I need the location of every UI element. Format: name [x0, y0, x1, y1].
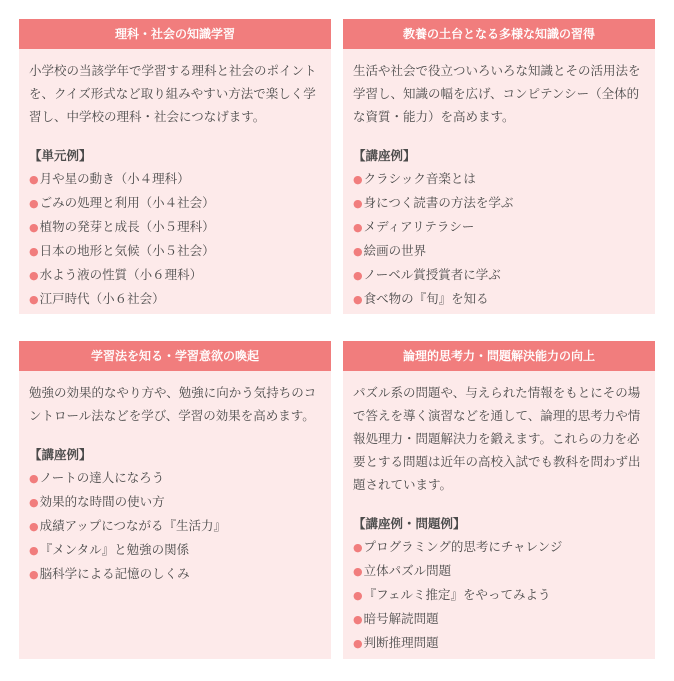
list-item: [29, 191, 321, 215]
card-logical-thinking: [343, 341, 655, 659]
bullet-icon: ●: [29, 496, 39, 509]
list-item-label: 日本の地形と気候（小５社会）: [39, 243, 215, 258]
list-item: [353, 215, 645, 239]
list-item: [29, 263, 321, 287]
bullet-icon: ●: [353, 245, 363, 258]
section-title: 【講座例・問題例】: [353, 516, 466, 531]
card-body: [19, 371, 331, 594]
bullet-icon: ●: [353, 269, 363, 282]
list-item: [29, 562, 321, 586]
card-description: 勉強の効果的なやり方や、勉強に向かう気持ちのコントロール法などを学び、学習の効果を高めます。: [29, 385, 317, 423]
card-body: [343, 371, 655, 663]
section-title: 【講座例】: [29, 447, 92, 462]
list-item: [29, 466, 321, 490]
list-item: [353, 287, 645, 311]
list-item-label: 暗号解読問題: [363, 611, 439, 626]
item-list: [353, 167, 645, 311]
list-item: [353, 607, 645, 631]
list-item-label: 成績アップにつながる『生活力』: [39, 518, 226, 533]
list-item: [353, 191, 645, 215]
list-item-label: 判断推理問題: [363, 635, 439, 650]
list-item: [29, 514, 321, 538]
bullet-icon: ●: [29, 221, 39, 234]
bullet-icon: ●: [29, 544, 39, 557]
list-item: [353, 263, 645, 287]
bullet-icon: ●: [29, 173, 39, 186]
bullet-icon: ●: [353, 221, 363, 234]
list-item-label: 江戸時代（小６社会）: [39, 291, 165, 306]
list-item-label: 月や星の動き（小４理科）: [39, 171, 190, 186]
list-item: [29, 215, 321, 239]
list-item: [29, 490, 321, 514]
card-science-social: [19, 19, 331, 314]
card-study-method: [19, 341, 331, 659]
card-description: 生活や社会で役立ついろいろな知識とその活用法を学習し、知識の幅を広げ、コンピテンシー（全体的な資質・能力）を高めます。: [353, 63, 641, 124]
bullet-icon: ●: [353, 541, 363, 554]
list-item-label: 植物の発芽と成長（小５理科）: [39, 219, 215, 234]
bullet-icon: ●: [353, 565, 363, 578]
list-item-label: 『メンタル』と勉強の関係: [39, 542, 190, 557]
bullet-icon: ●: [353, 293, 363, 306]
card-description: パズル系の問題や、与えられた情報をもとにその場で答えを導く演習などを通して、論理的思考力や情報処理力・問題解決力を鍛えます。これらの力を必要とする問題は近年の高校入試でも教科を問わず出題されています。: [353, 385, 641, 492]
list-item-label: 脳科学による記憶のしくみ: [39, 566, 190, 581]
card-description: 小学校の当該学年で学習する理科と社会のポイントを、クイズ形式など取り組みやすい方法で楽しく学習し、中学校の理科・社会につなげます。: [29, 63, 317, 124]
list-item-label: 効果的な時間の使い方: [39, 494, 165, 509]
list-item-label: 絵画の世界: [363, 243, 427, 258]
section-title: 【講座例】: [353, 148, 416, 163]
bullet-icon: ●: [29, 269, 39, 282]
list-item: [353, 167, 645, 191]
list-item-label: 水よう液の性質（小６理科）: [39, 267, 203, 282]
bullet-icon: ●: [29, 197, 39, 210]
list-item: [353, 239, 645, 263]
list-item-label: 立体パズル問題: [363, 563, 452, 578]
list-item-label: ノートの達人になろう: [39, 470, 165, 485]
card-body: [343, 49, 655, 319]
bullet-icon: ●: [353, 637, 363, 650]
bullet-icon: ●: [353, 589, 363, 602]
item-list: [353, 535, 645, 655]
card-title: 論理的思考力・問題解決能力の向上: [343, 341, 655, 371]
card-body: [19, 49, 331, 319]
list-item: [29, 239, 321, 263]
list-item: [353, 583, 645, 607]
list-item-label: 『フェルミ推定』をやってみよう: [363, 587, 551, 602]
card-title: 教養の土台となる多様な知識の習得: [343, 19, 655, 49]
item-list: [29, 167, 321, 311]
list-item-label: 身につく読書の方法を学ぶ: [363, 195, 514, 210]
list-item: [29, 167, 321, 191]
card-title: 理科・社会の知識学習: [19, 19, 331, 49]
list-item: [353, 559, 645, 583]
list-item-label: ごみの処理と利用（小４社会）: [39, 195, 215, 210]
list-item: [353, 535, 645, 559]
bullet-icon: ●: [353, 173, 363, 186]
list-item-label: ノーベル賞授賞者に学ぶ: [363, 267, 501, 282]
card-title: 学習法を知る・学習意欲の喚起: [19, 341, 331, 371]
list-item: [29, 538, 321, 562]
list-item-label: メディアリテラシー: [363, 219, 475, 234]
bullet-icon: ●: [29, 568, 39, 581]
item-list: [29, 466, 321, 586]
list-item: [29, 287, 321, 311]
list-item-label: クラシック音楽とは: [363, 171, 476, 186]
section-title: 【単元例】: [29, 148, 92, 163]
list-item-label: 食べ物の『旬』を知る: [363, 291, 489, 306]
bullet-icon: ●: [29, 245, 39, 258]
bullet-icon: ●: [29, 520, 39, 533]
card-liberal-arts: [343, 19, 655, 314]
bullet-icon: ●: [29, 293, 39, 306]
bullet-icon: ●: [353, 197, 363, 210]
list-item-label: プログラミング的思考にチャレンジ: [363, 539, 563, 554]
bullet-icon: ●: [29, 472, 39, 485]
list-item: [353, 631, 645, 655]
bullet-icon: ●: [353, 613, 363, 626]
